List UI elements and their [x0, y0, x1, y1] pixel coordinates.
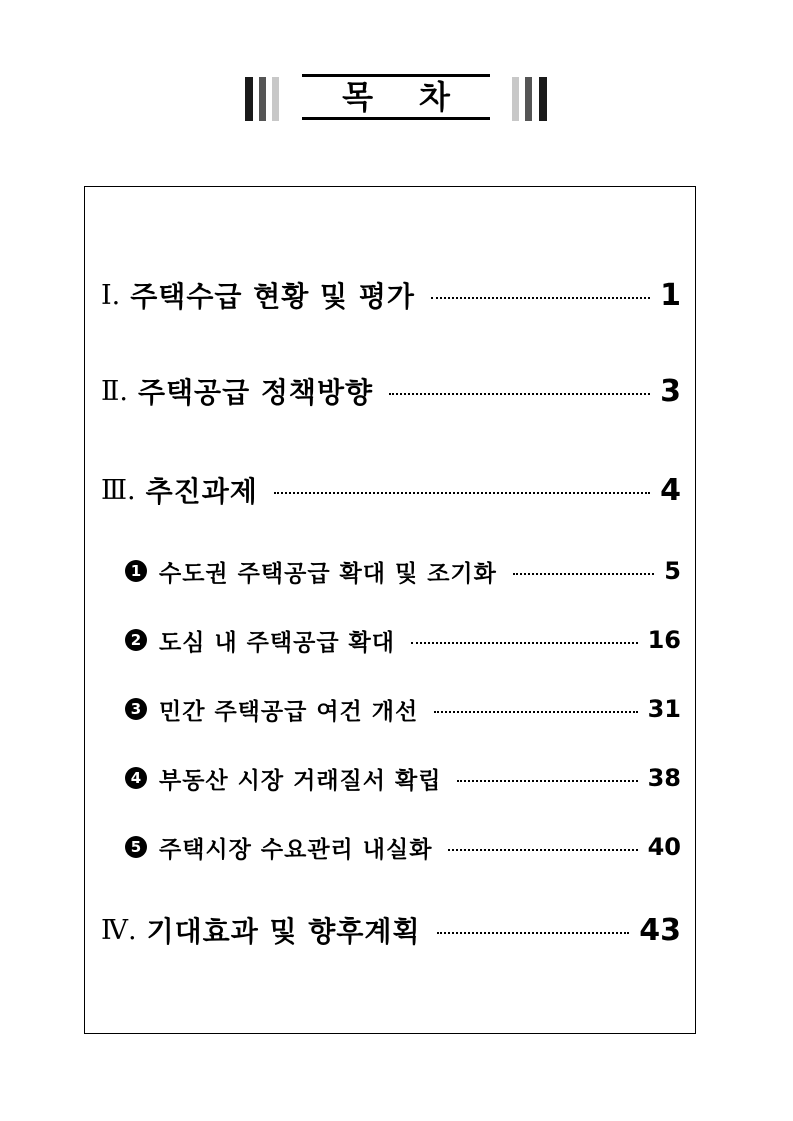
toc-section-3[interactable]	[101, 467, 681, 513]
subitem-page-number: 38	[647, 764, 681, 792]
section-page-number: 4	[660, 472, 681, 508]
section-number: Ⅲ.	[101, 474, 136, 506]
dot-leader	[274, 492, 650, 494]
dot-leader	[434, 711, 637, 713]
numbered-bullet-icon: 4	[125, 767, 147, 789]
section-page-number: 3	[660, 373, 681, 409]
dot-leader	[437, 932, 630, 934]
toc-subitem-5[interactable]	[125, 830, 681, 864]
subitem-label: 주택시장 수요관리 내실화	[159, 836, 433, 863]
toc-section-1[interactable]	[101, 272, 681, 318]
title-char-1: 목	[342, 78, 373, 116]
section-label: 주택수급 현황 및 평가	[130, 280, 415, 313]
subitem-label: 도심 내 주택공급 확대	[159, 629, 395, 656]
subitem-page-number: 40	[647, 833, 681, 861]
subitem-label: 부동산 시장 거래질서 확립	[159, 767, 442, 794]
toc-subitem-2[interactable]	[125, 623, 681, 657]
subitem-label: 민간 주택공급 여건 개선	[159, 698, 419, 725]
section-number: Ⅳ.	[101, 914, 137, 946]
toc-subitem-4[interactable]	[125, 761, 681, 795]
section-label: 주택공급 정책방향	[137, 376, 374, 409]
numbered-bullet-icon: 1	[125, 560, 147, 582]
section-label: 기대효과 및 향후계획	[146, 915, 421, 948]
section-page-number: 43	[639, 912, 681, 948]
title-decor-bars-left	[245, 77, 293, 121]
dot-leader	[389, 393, 650, 395]
numbered-bullet-icon: 5	[125, 836, 147, 858]
toc-box	[84, 186, 696, 1034]
numbered-bullet-icon: 3	[125, 698, 147, 720]
dot-leader	[431, 297, 650, 299]
dot-leader	[448, 849, 637, 851]
section-number: Ⅱ.	[101, 375, 128, 407]
toc-subitem-3[interactable]	[125, 692, 681, 726]
section-label: 추진과제	[145, 475, 258, 508]
subitem-page-number: 16	[647, 626, 681, 654]
dot-leader	[411, 642, 638, 644]
title-decor-bars-right	[499, 77, 547, 121]
toc-section-2[interactable]	[101, 368, 681, 414]
section-page-number: 1	[660, 277, 681, 313]
page-title	[302, 74, 490, 120]
subitem-page-number: 5	[664, 557, 681, 585]
toc-section-4[interactable]	[101, 907, 681, 953]
dot-leader	[457, 780, 637, 782]
section-number: Ⅰ.	[101, 279, 121, 311]
title-char-2: 차	[419, 78, 450, 116]
subitem-label: 수도권 주택공급 확대 및 조기화	[159, 560, 497, 587]
subitem-page-number: 31	[647, 695, 681, 723]
dot-leader	[513, 573, 654, 575]
toc-subitem-1[interactable]	[125, 554, 681, 588]
numbered-bullet-icon: 2	[125, 629, 147, 651]
toc-title-banner	[245, 74, 547, 122]
